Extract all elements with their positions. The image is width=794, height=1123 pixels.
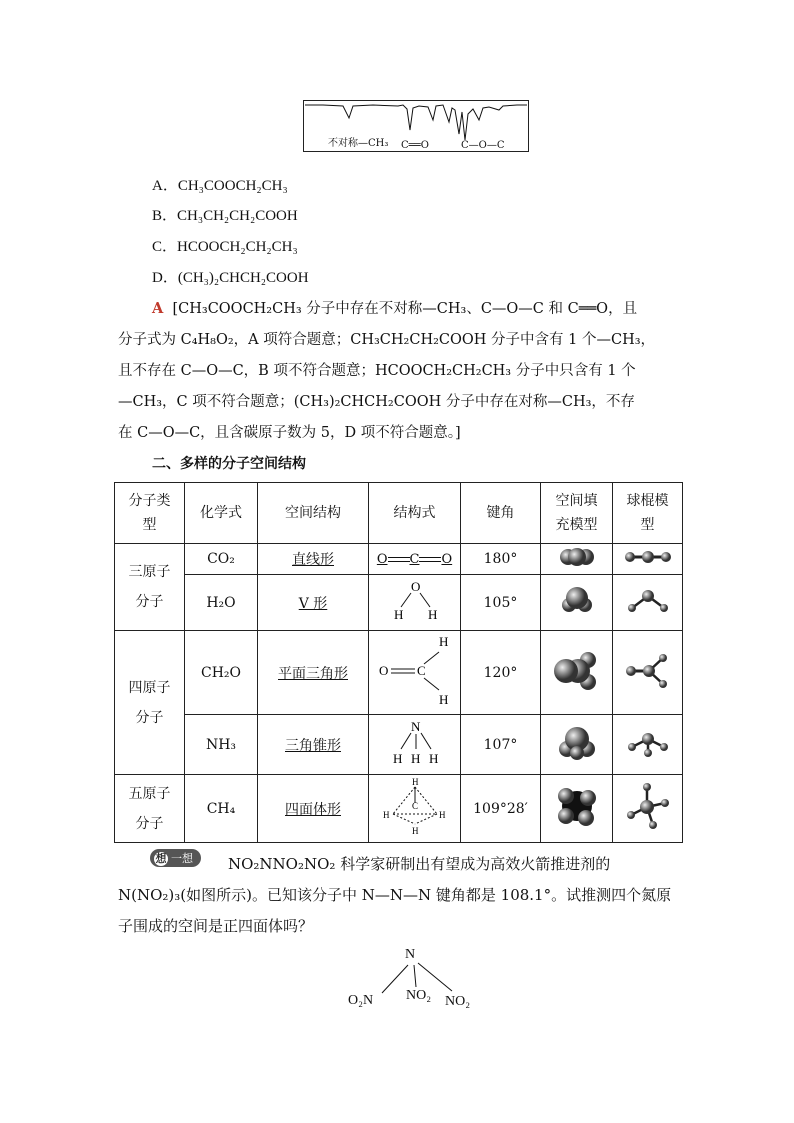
h2o-ball-stick-model — [624, 586, 672, 616]
cell-fill-model — [541, 575, 613, 631]
header-ball-stick: 球棍模型 — [613, 483, 683, 544]
svg-text:H: H — [382, 809, 389, 820]
right-no2: NO₂ — [445, 994, 471, 1009]
svg-text:N: N — [410, 718, 420, 734]
ir-label-coc: C—O—C — [461, 140, 505, 151]
svg-text:H: H — [392, 750, 402, 766]
cell-fill-model — [541, 544, 613, 575]
think-badge-icon: 想 — [155, 852, 167, 865]
section-title: 二、多样的分子空间结构 — [152, 456, 306, 472]
cell-formula: CH₂O — [185, 631, 258, 715]
header-shape: 空间结构 — [258, 483, 369, 544]
cell-fill-model — [541, 631, 613, 715]
think-badge-label: 一想 — [171, 852, 193, 865]
table-row — [115, 631, 683, 715]
center-n: N — [405, 947, 416, 962]
cell-angle: 105° — [461, 575, 541, 631]
cell-fill-model — [541, 715, 613, 775]
answer-letter: A — [152, 300, 164, 317]
svg-text:H: H — [411, 825, 418, 836]
ch2o-ball-stick-model — [623, 646, 673, 696]
ch4-ball-stick-model — [623, 779, 673, 835]
table-row — [115, 544, 683, 575]
cell-shape: V 形 — [258, 575, 369, 631]
cell-formula: CO₂ — [185, 544, 258, 575]
table-row — [115, 715, 683, 775]
ir-label-ch3: 不对称—CH₃ — [328, 138, 389, 149]
cell-structure — [369, 575, 461, 631]
cell-shape: 直线形 — [258, 544, 369, 575]
option-d: D．(CH₃)₂CHCH₂COOH — [152, 270, 309, 286]
header-angle: 键角 — [461, 483, 541, 544]
nh3-structure — [377, 717, 453, 769]
cell-angle: 109°28′ — [461, 775, 541, 843]
molecule-table — [114, 482, 683, 843]
cell-fill-model — [541, 775, 613, 843]
h2o-structure — [380, 577, 450, 625]
think-line-1: NO₂NNO₂NO₂ 科学家研制出有望成为高效火箭推进剂的 — [228, 855, 611, 873]
cell-angle: 180° — [461, 544, 541, 575]
cell-angle: 107° — [461, 715, 541, 775]
co2-ball-stick-model — [622, 545, 674, 569]
svg-text:O: O — [410, 578, 420, 594]
cell-formula: H₂O — [185, 575, 258, 631]
explanation-line-2: 分子式为 C₄H₈O₂，A 项符合题意；CH₃CH₂CH₂COOH 分子中含有 1 个—CH₃， — [118, 332, 656, 348]
header-type: 分子类型 — [115, 483, 185, 544]
cell-structure: O C O — [369, 544, 461, 575]
svg-text:H: H — [410, 750, 420, 766]
option-b: B．CH₃CH₂CH₂COOH — [152, 208, 298, 224]
group-type: 四原子分子 — [115, 631, 185, 775]
svg-text:H: H — [438, 809, 445, 820]
cell-angle: 120° — [461, 631, 541, 715]
ir-spectrum — [303, 100, 529, 152]
explanation-line-1: A [CH₃COOCH₂CH₃ 分子中存在不对称—CH₃、C—O—C 和 C══O，且 — [152, 300, 638, 317]
svg-text:O: O — [378, 662, 388, 678]
explanation-line-4: —CH₃，C 项不符合题意；(CH₃)₂CHCH₂COOH 分子中存在对称—CH₃，不存 — [118, 394, 635, 410]
ch2o-fill-model — [552, 646, 602, 696]
cell-structure — [369, 631, 461, 715]
cell-ball-stick — [613, 775, 683, 843]
cell-shape: 四面体形 — [258, 775, 369, 843]
cell-ball-stick — [613, 631, 683, 715]
table-header-row — [115, 483, 683, 544]
table-row — [115, 575, 683, 631]
cell-ball-stick — [613, 575, 683, 631]
h2o-fill-model — [557, 583, 597, 619]
left-o2n: O₂N — [348, 993, 374, 1008]
ir-label-co: C══O — [401, 140, 429, 151]
mid-no2: NO₂ — [406, 988, 432, 1003]
n-no2-3-figure — [342, 945, 492, 1020]
cell-ball-stick — [613, 715, 683, 775]
group-type: 五原子分子 — [115, 775, 185, 843]
think-badge — [150, 847, 201, 867]
svg-text:H: H — [438, 691, 448, 707]
option-a: A．CH₃COOCH₂CH₃ — [152, 178, 288, 194]
cell-shape: 平面三角形 — [258, 631, 369, 715]
cell-structure — [369, 775, 461, 843]
header-formula: 化学式 — [185, 483, 258, 544]
nh3-fill-model — [555, 721, 599, 765]
svg-text:H: H — [428, 750, 438, 766]
svg-text:C: C — [411, 800, 418, 811]
cell-formula: CH₄ — [185, 775, 258, 843]
ch4-fill-model — [552, 782, 602, 832]
svg-text:H: H — [427, 606, 437, 622]
explanation-line-3: 且不存在 C—O—C，B 项不符合题意；HCOOCH₂CH₂CH₃ 分子中只含有 1 个 — [118, 363, 636, 379]
cell-shape: 三角锥形 — [258, 715, 369, 775]
header-structure: 结构式 — [369, 483, 461, 544]
explanation-line-5: 在 C—O—C，且含碳原子数为 5，D 项不符合题意。] — [118, 425, 461, 441]
header-fill-model: 空间填充模型 — [541, 483, 613, 544]
ch4-structure — [377, 776, 453, 838]
ch2o-structure — [377, 632, 453, 710]
cell-formula: NH₃ — [185, 715, 258, 775]
nh3-ball-stick-model — [624, 725, 672, 761]
svg-text:C: C — [416, 662, 426, 678]
think-line-2: N(NO₂)₃(如图所示)。已知该分子中 N—N—N 键角都是 108.1°。试推测四个氮原 — [118, 886, 672, 904]
group-type: 三原子分子 — [115, 544, 185, 631]
think-line-3: 子围成的空间是正四面体吗？ — [118, 917, 314, 935]
co2-fill-model — [557, 545, 597, 569]
option-c: C．HCOOCH₂CH₂CH₃ — [152, 239, 298, 255]
table-row — [115, 775, 683, 843]
cell-ball-stick — [613, 544, 683, 575]
cell-structure — [369, 715, 461, 775]
svg-text:H: H — [438, 633, 448, 649]
svg-text:H: H — [393, 606, 403, 622]
svg-text:H: H — [411, 776, 418, 787]
